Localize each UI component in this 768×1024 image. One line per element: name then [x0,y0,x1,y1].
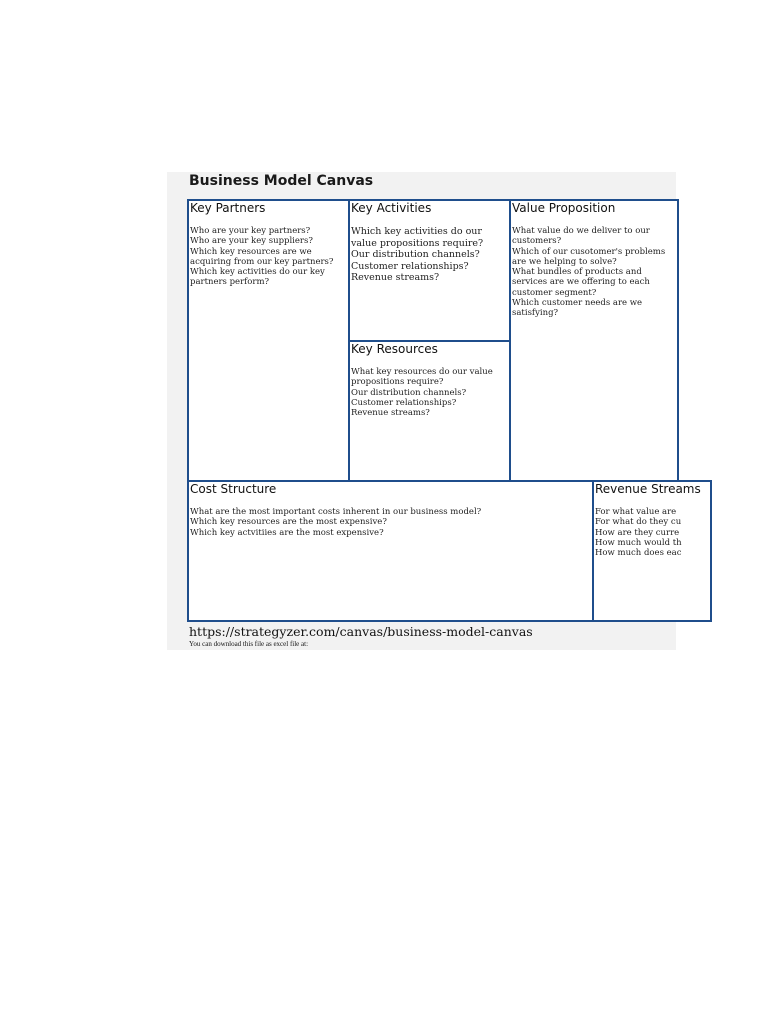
value-proposition-question: What bundles of products and [512,267,642,278]
value-proposition-questions [511,226,677,319]
value-proposition-question: Which of our cusotomer's problems [512,246,666,257]
revenue-streams-questions [594,507,710,558]
value-proposition-heading: Value Proposition [512,201,616,215]
value-proposition-question: Which customer needs are we [512,298,643,309]
cost-structure-question: Which key actvitiies are the most expensive? [190,527,384,538]
key-partners-question: Which key resources are we [190,246,312,257]
key-activities-section [348,199,511,342]
revenue-streams-question: For what do they cu [595,517,682,528]
value-proposition-section [509,199,679,482]
value-proposition-question: services are we offering to each [512,277,650,288]
key-activities-question: Which key activities do our [351,226,482,237]
revenue-streams-question: For what value are [595,507,677,517]
revenue-streams-question: How are they curre [595,527,680,538]
cost-structure-questions [189,507,592,538]
value-proposition-question: are we helping to solve? [512,256,617,267]
cost-structure-section [187,480,594,622]
key-partners-question: partners perform? [190,277,270,288]
value-proposition-question: What value do we deliver to our [512,226,650,236]
key-activities-question: value propositions require? [351,237,484,249]
revenue-streams-question: How much would th [595,537,682,548]
key-partners-question: Which key activities do our key [190,267,325,278]
revenue-streams-heading: Revenue Streams [595,482,701,496]
key-activities-questions [350,226,509,284]
key-activities-heading: Key Activities [351,201,432,215]
key-resources-question: Revenue streams? [351,408,430,419]
key-resources-question: Customer relationships? [351,397,457,408]
value-proposition-question: customer segment? [512,287,597,298]
key-partners-question: Who are your key partners? [190,226,311,236]
cost-structure-heading: Cost Structure [190,482,277,496]
key-resources-question: Our distribution channels? [351,387,467,398]
key-partners-questions [189,226,348,288]
key-partners-question: Who are your key suppliers? [190,236,313,247]
revenue-streams-section [592,480,712,622]
key-resources-heading: Key Resources [351,342,438,356]
key-partners-heading: Key Partners [190,201,266,215]
key-activities-question: Customer relationships? [351,260,469,272]
key-resources-question: propositions require? [351,377,444,388]
key-activities-question: Our distribution channels? [351,249,480,261]
value-proposition-question: satisfying? [512,308,559,319]
revenue-streams-question: How much does eac [595,548,682,559]
value-proposition-question: customers? [512,236,562,247]
cost-structure-question: What are the most important costs inherent in our business model? [190,507,482,517]
cost-structure-question: Which key resources are the most expensive? [190,517,387,528]
canvas-title: Business Model Canvas [189,173,374,189]
key-partners-section [187,199,350,482]
key-resources-question: What key resources do our value [351,367,493,377]
strategyzer-link[interactable]: https://strategyzer.com/canvas/business-model-canvas [189,624,533,639]
download-note: You can download this file as excel file at: [189,640,309,648]
key-resources-questions [350,367,509,418]
key-resources-section [348,340,511,482]
key-partners-question: acquiring from our key partners? [190,256,334,267]
key-activities-question: Revenue streams? [351,272,440,284]
business-model-canvas-sheet [167,172,701,650]
